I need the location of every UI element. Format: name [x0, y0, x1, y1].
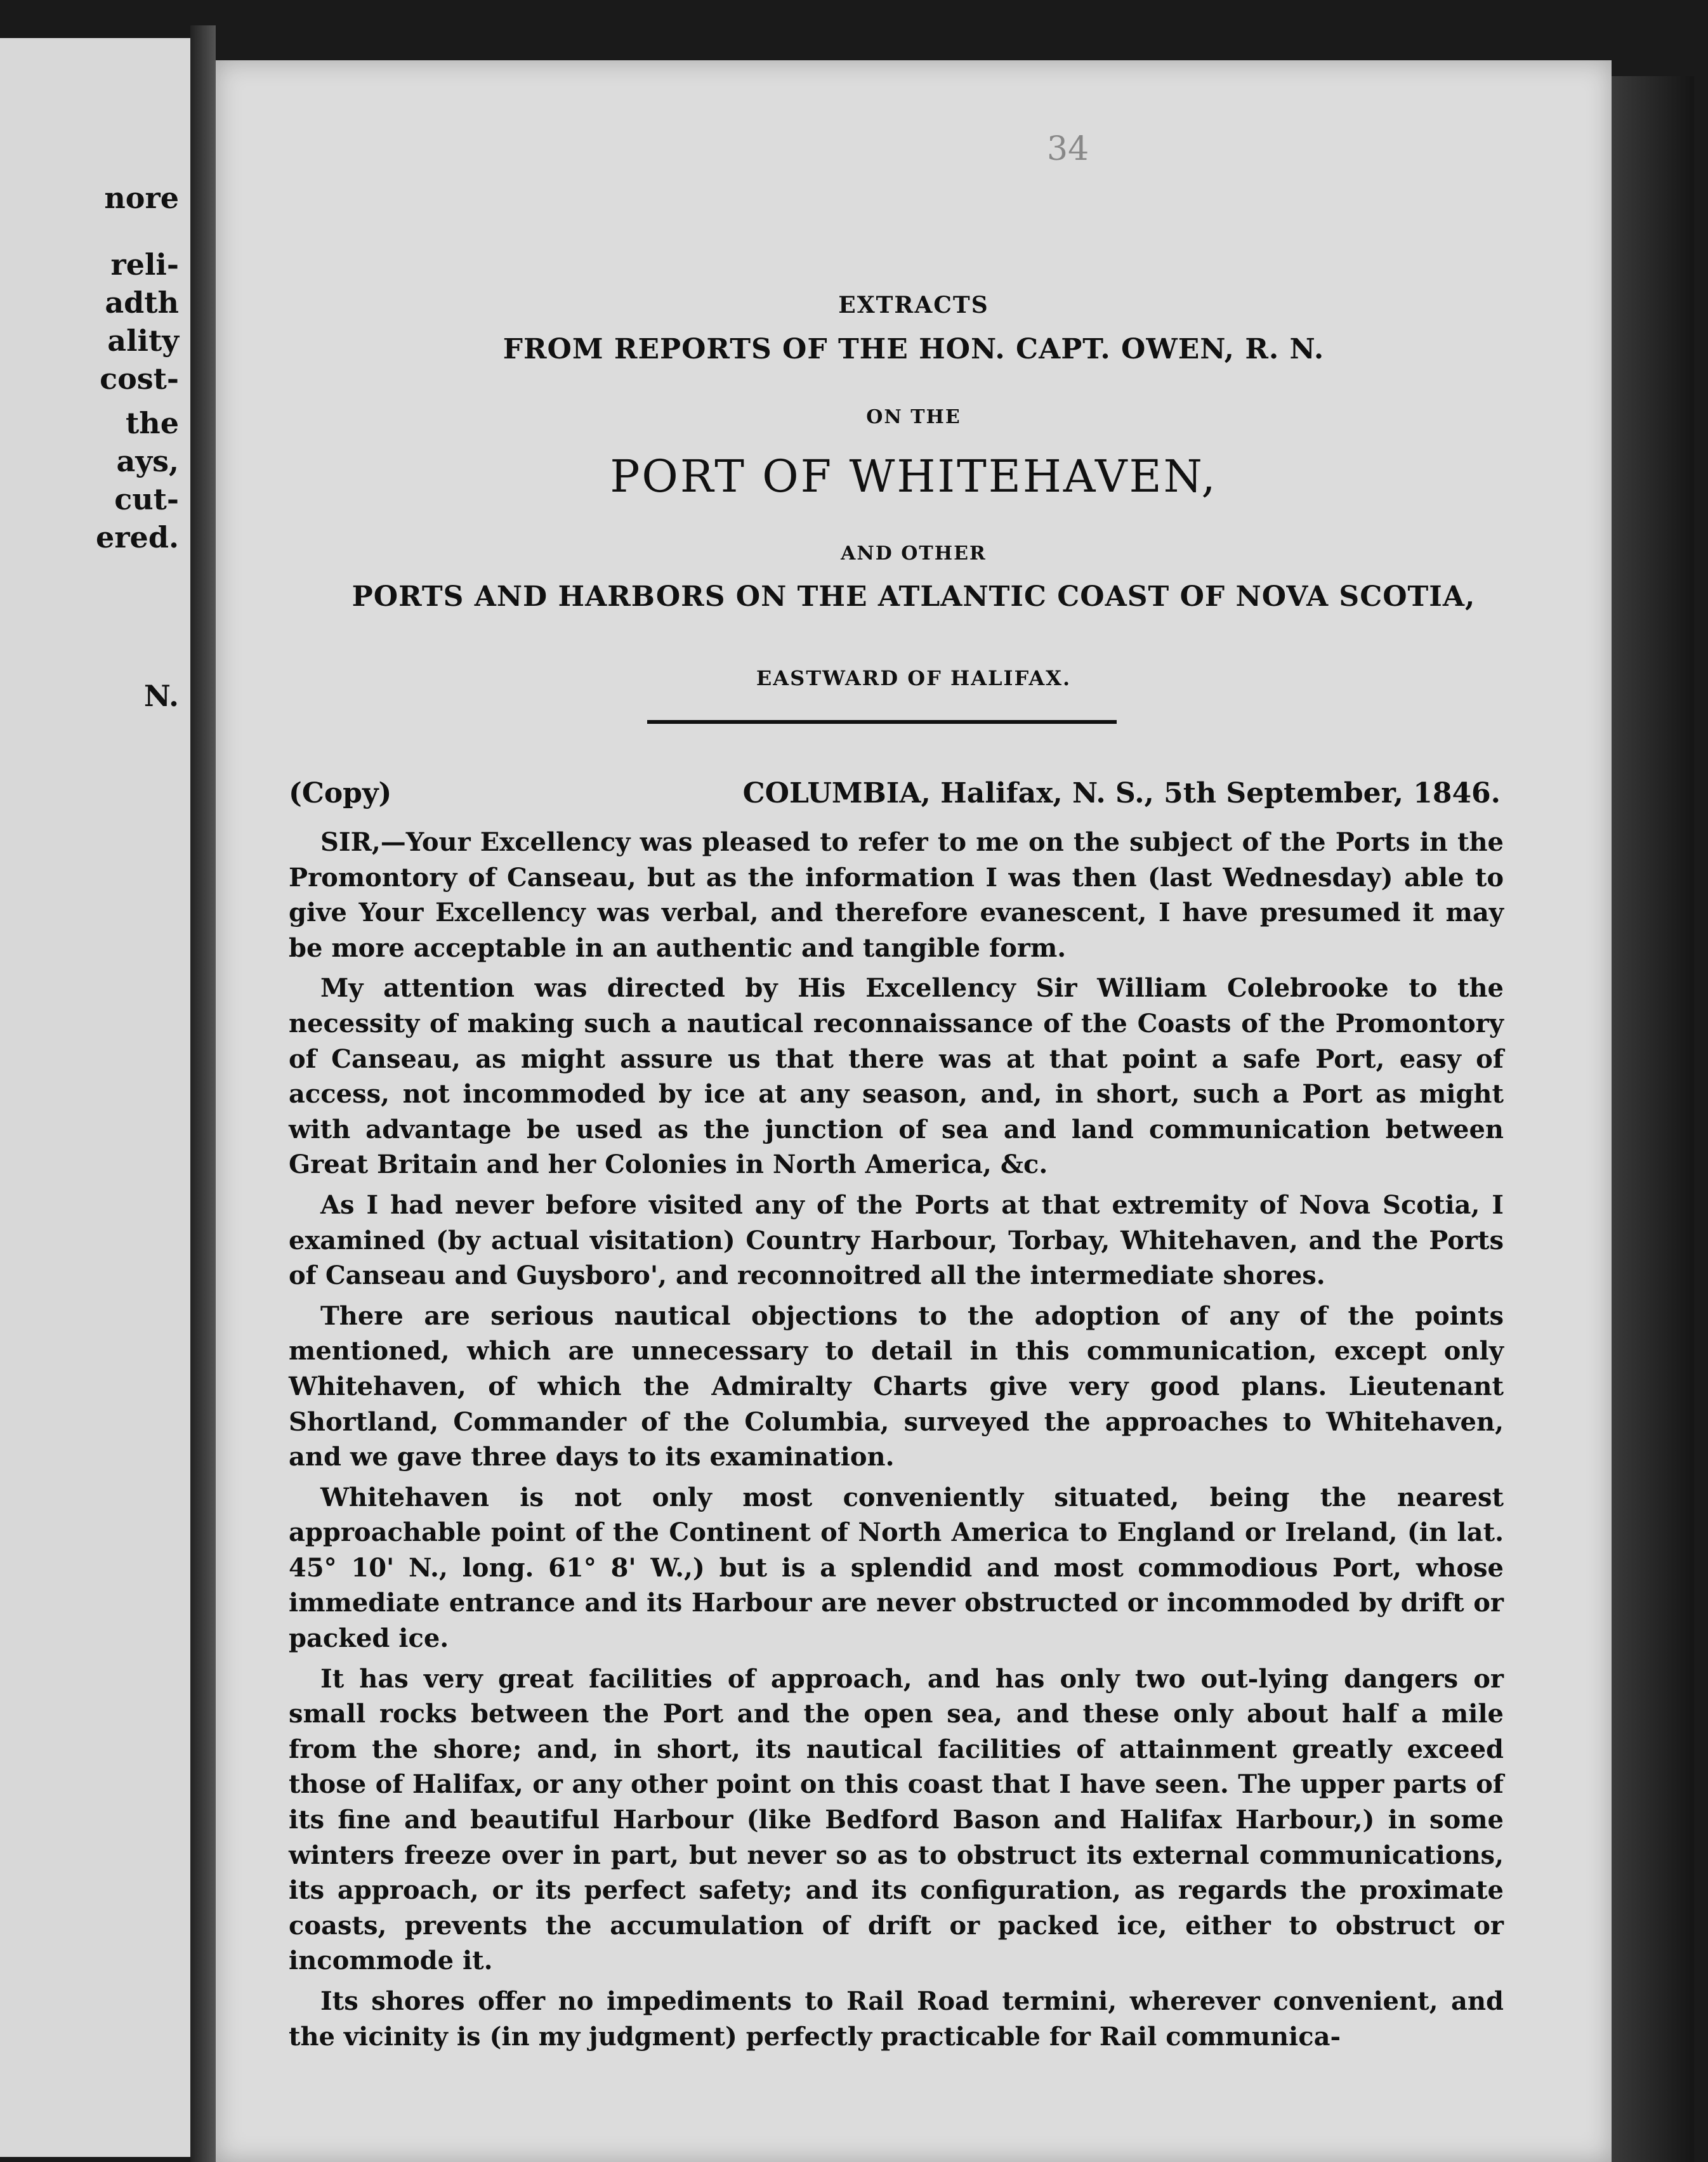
page-number: 34	[1047, 130, 1089, 168]
dateline: COLUMBIA, Halifax, N. S., 5th September, 1846.	[742, 777, 1501, 809]
fragment-line: adth	[105, 285, 179, 320]
paragraph: SIR,—Your Excellency was pleased to refer to me on the subject of the Ports in the Promontory of Canseau, but as the information I was then (last Wednesday) able to give Your Excellency was verbal, and therefore evanescent, I have presumed it may be more acceptable in an authentic and tangible form.	[289, 827, 1504, 963]
heading-and-other: AND OTHER	[841, 542, 987, 565]
fragment-line: cut-	[114, 482, 179, 516]
page-edge-shadow	[1612, 76, 1694, 2162]
book-gutter	[190, 25, 216, 2162]
heading-eastward: EASTWARD OF HALIFAX.	[756, 666, 1072, 690]
facing-page-fragment	[0, 38, 190, 2157]
fragment-line: reli-	[110, 247, 179, 282]
heading-on-the: ON THE	[866, 406, 961, 428]
copy-label: (Copy)	[289, 777, 392, 809]
fragment-line: the	[126, 406, 179, 440]
document-page	[216, 60, 1612, 2162]
paragraph: Its shores offer no impediments to Rail Road termini, wherever convenient, and the vicinity is (in my judgment) perfectly practicable for Rail communica-	[289, 1986, 1504, 2052]
fragment-line: nore	[104, 181, 179, 215]
paragraph: As I had never before visited any of the Ports at that extremity of Nova Scotia, I examined (by actual visitation) Country Harbour, Torbay, Whitehaven, and the Ports of Canseau and Guysboro', and reconnoitred all the intermediate shores.	[289, 1189, 1504, 1291]
fragment-line: ality	[107, 324, 179, 358]
fragment-line: ays,	[116, 444, 179, 478]
fragment-line: ered.	[96, 520, 179, 554]
paragraph: My attention was directed by His Excellency Sir William Colebrooke to the necessity of making such a nautical reconnaissance of the Coasts of the Promontory of Canseau, as might assure us that there was at that point a safe Port, easy of access, not incommoded by ice at any season, and, in short, such a Port as might with advantage be used as the junction of sea and land communication between Great Britain and her Colonies in North America, &c.	[289, 973, 1504, 1180]
letter-body	[289, 825, 1504, 2059]
paragraph: It has very great facilities of approach, and has only two out-lying dangers or small rocks between the Port and the open sea, and these only about half a mile from the shore; and, in short, its nautical facilities of attainment greatly exceed those of Halifax, or any other point on this coast that I have seen. The upper parts of its fine and beautiful Harbour (like Bedford Bason and Halifax Harbour,) in some winters freeze over in part, but never so as to obstruct its external communications, its approach, or its perfect safety; and its configuration, as regards the proximate coasts, prevents the accumulation of drift or packed ice, either to obstruct or incommode it.	[289, 1663, 1504, 1976]
heading-ports: PORTS AND HARBORS ON THE ATLANTIC COAST OF NOVA SCOTIA,	[351, 580, 1476, 613]
heading-port-title: PORT OF WHITEHAVEN,	[610, 450, 1218, 502]
paragraph: There are serious nautical objections to the adoption of any of the points mentioned, which are unnecessary to detail in this communication, except only Whitehaven, of which the Admiralty Charts give very good plans. Lieutenant Shortland, Commander of the Columbia, surveyed the approaches to Whitehaven, and we gave three days to its examination.	[289, 1300, 1504, 1472]
paragraph: Whitehaven is not only most conveniently situated, being the nearest approachable point of the Continent of North America to England or Ireland, (in lat. 45° 10' N., long. 61° 8' W.,) but is a splendid and most commodious Port, whose immediate entrance and its Harbour are never obstructed or incommoded by drift or packed ice.	[289, 1482, 1504, 1654]
fragment-line: N.	[143, 679, 179, 713]
divider-rule	[647, 720, 1117, 724]
fragment-line: cost-	[100, 362, 179, 396]
heading-from: FROM REPORTS OF THE HON. CAPT. OWEN, R. N.	[503, 333, 1325, 365]
heading-extracts: EXTRACTS	[838, 292, 989, 318]
